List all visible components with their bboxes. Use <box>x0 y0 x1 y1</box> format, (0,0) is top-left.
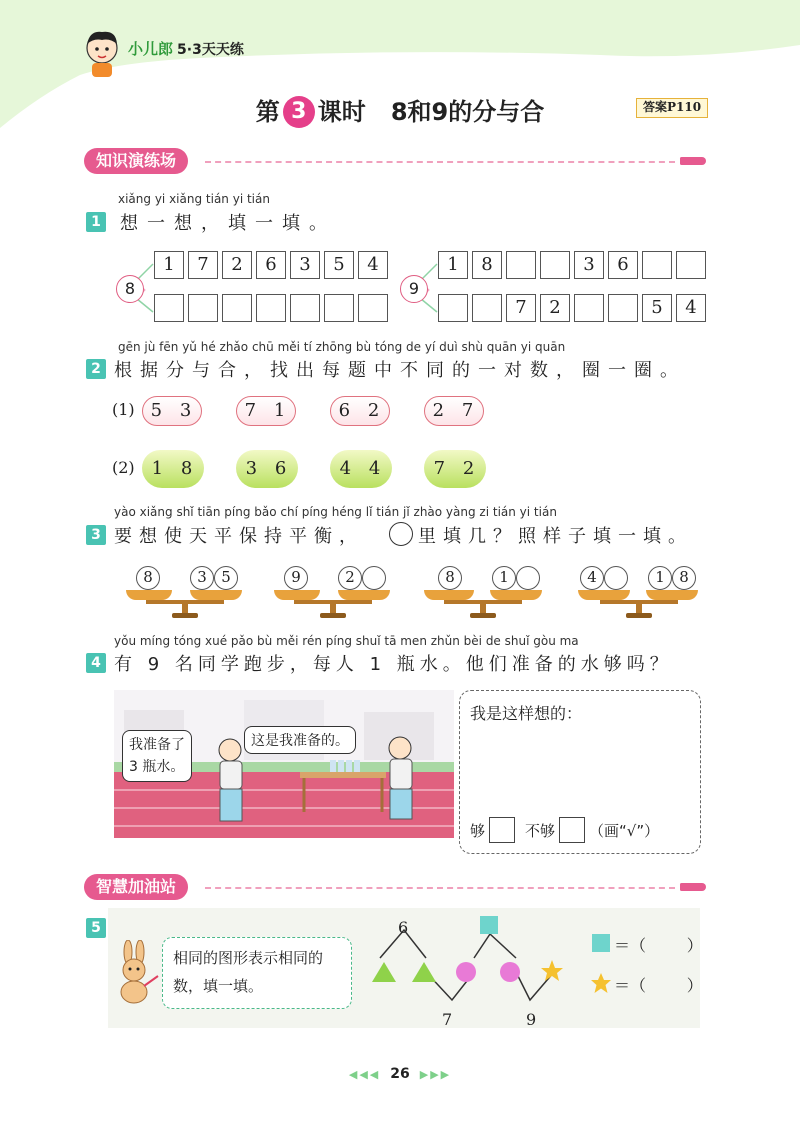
scale-pan-left <box>578 590 630 600</box>
q1-input-cell[interactable]: 2 <box>540 294 570 322</box>
apple-pair[interactable]: 6 2 <box>330 396 390 426</box>
answer-row <box>470 817 659 843</box>
q4-text: 有 9 名同学跑步，每人 1 瓶水。他们准备的水够吗？ <box>114 654 673 675</box>
scale-ball: 2 <box>338 566 362 590</box>
section-header-boost: 智慧加油站 <box>84 874 188 900</box>
scale-ball: 1 <box>648 566 672 590</box>
scale-ball: 1 <box>492 566 516 590</box>
q1-input-cell[interactable] <box>324 294 354 322</box>
scale-ball: 9 <box>284 566 308 590</box>
q1-right-total: 9 <box>400 275 428 303</box>
q5-bottom-number-1: 7 <box>442 1010 453 1029</box>
q2-row1-label: (1) <box>112 400 135 419</box>
q1-left-bottom-row <box>154 294 388 322</box>
q1-input-cell[interactable] <box>438 294 468 322</box>
section-divider <box>205 887 675 889</box>
apple-pair[interactable]: 2 7 <box>424 396 484 426</box>
section-header-practice: 知识演练场 <box>84 148 188 174</box>
q1-input-cell[interactable]: 6 <box>608 251 638 279</box>
apple-pair[interactable]: 5 3 <box>142 396 202 426</box>
scale-pan-right <box>338 590 390 600</box>
q2-row2-label: (2) <box>112 458 135 477</box>
scale-pan-left <box>274 590 320 600</box>
scale-base <box>172 613 198 618</box>
enough-label: 够 <box>470 821 486 840</box>
mark-hint: （画“√”） <box>589 821 660 840</box>
title-prefix: 第 <box>255 98 280 126</box>
scale-pan-right <box>646 590 698 600</box>
scale-base <box>626 613 652 618</box>
q3-number: 3 <box>86 525 106 545</box>
scale-pan-right <box>490 590 542 600</box>
answer-label: 答案 <box>642 100 667 114</box>
q1-cell: 4 <box>358 251 388 279</box>
scale-pan-right <box>190 590 242 600</box>
q1-left-total: 8 <box>116 275 144 303</box>
q1-cell: 6 <box>256 251 286 279</box>
q1-input-cell[interactable]: 8 <box>472 251 502 279</box>
scale-ball: 8 <box>438 566 462 590</box>
empty-circle-icon <box>389 522 413 546</box>
title-text: 课时 8和9的分与合 <box>317 98 545 126</box>
q2-number: 2 <box>86 359 106 379</box>
pencil-icon <box>680 883 706 891</box>
bubble-line: 我准备了 <box>129 737 185 753</box>
scale-input-ball[interactable] <box>604 566 628 590</box>
balance-scale <box>578 562 698 618</box>
brand-name <box>128 38 244 59</box>
page-footer <box>0 1066 800 1082</box>
q1-input-cell[interactable] <box>642 251 672 279</box>
q2-pinyin: gēn jù fēn yǔ hé zhǎo chū měi tí zhōng bù tóng de yí duì shù quān yi quān <box>118 340 566 354</box>
q1-input-cell[interactable]: 7 <box>506 294 536 322</box>
mascot-boy-icon <box>80 28 124 78</box>
q3-text-a: 要想使天平保持平衡， <box>114 526 364 547</box>
right-arrows-icon: ▶▶▶ <box>419 1068 452 1081</box>
rabbit-icon <box>110 940 162 1004</box>
q1-input-cell[interactable] <box>676 251 706 279</box>
scale-ball: 3 <box>190 566 214 590</box>
q2-text: 根据分与合，找出每题中不同的一对数，圈一圈。 <box>114 360 686 381</box>
q4-pinyin: yǒu míng tóng xué pǎo bù měi rén píng shuǐ tā men zhǔn bèi de shuǐ gòu ma <box>114 634 579 648</box>
q1-input-cell[interactable] <box>222 294 252 322</box>
not-enough-checkbox[interactable] <box>559 817 585 843</box>
q3-text-b: 里填几？照样子填一填。 <box>418 526 693 547</box>
q5-instruction-note: 相同的图形表示相同的数，填一填。 <box>162 937 352 1009</box>
not-enough-label: 不够 <box>525 821 556 840</box>
q1-text: 想一想，填一填。 <box>120 213 336 234</box>
section-divider <box>205 161 675 163</box>
q1-cell: 1 <box>154 251 184 279</box>
q1-input-cell[interactable] <box>540 251 570 279</box>
q3-pinyin: yào xiǎng shǐ tiān píng bǎo chí píng héng lǐ tián jǐ zhào yàng zi tián yi tián <box>114 505 557 519</box>
q1-cell: 7 <box>188 251 218 279</box>
q1-input-cell[interactable] <box>256 294 286 322</box>
q1-input-cell[interactable] <box>154 294 184 322</box>
q1-input-cell[interactable] <box>290 294 320 322</box>
q1-pinyin: xiǎng yi xiǎng tián yi tián <box>118 192 270 206</box>
balance-scale <box>126 562 244 618</box>
q1-input-cell[interactable]: 1 <box>438 251 468 279</box>
speech-bubble-left <box>122 730 192 782</box>
scale-ball: 8 <box>136 566 160 590</box>
enough-checkbox[interactable] <box>489 817 515 843</box>
q1-input-cell[interactable]: 5 <box>642 294 672 322</box>
q1-left-top-row <box>154 251 388 279</box>
q1-input-cell[interactable] <box>472 294 502 322</box>
scale-base <box>470 613 496 618</box>
q4-number: 4 <box>86 653 106 673</box>
q1-cell: 3 <box>290 251 320 279</box>
scale-pan-left <box>126 590 172 600</box>
q1-right-bottom-row <box>438 294 706 322</box>
square-answer[interactable]: ＝（ ） <box>614 936 703 955</box>
answer-reference-badge <box>636 98 708 118</box>
q1-input-cell[interactable] <box>358 294 388 322</box>
q1-input-cell[interactable] <box>506 251 536 279</box>
balance-scale <box>424 562 542 618</box>
q5-number: 5 <box>86 918 106 938</box>
brand-subtitle: 5·3天天练 <box>177 42 244 58</box>
pear-pair[interactable]: 7 2 <box>424 450 486 488</box>
pear-pair[interactable]: 4 4 <box>330 450 392 488</box>
q4-illustration <box>114 690 454 838</box>
scale-pan-left <box>424 590 474 600</box>
q5-top-number: 6 <box>398 918 409 937</box>
page-number: 26 <box>390 1066 410 1082</box>
star-icon <box>590 972 612 994</box>
thinking-box[interactable] <box>459 690 701 854</box>
star-answer[interactable]: ＝（ ） <box>614 976 703 995</box>
balance-scale <box>274 562 392 618</box>
q1-input-cell[interactable] <box>574 294 604 322</box>
q1-input-cell[interactable] <box>188 294 218 322</box>
speech-bubble-right: 这是我准备的。 <box>244 726 356 754</box>
pencil-icon <box>680 157 706 165</box>
pear-pair[interactable]: 3 6 <box>236 450 298 488</box>
q1-input-cell[interactable]: 3 <box>574 251 604 279</box>
q1-cell: 2 <box>222 251 252 279</box>
scale-ball: 5 <box>214 566 238 590</box>
q5-bottom-number-2: 9 <box>526 1010 537 1029</box>
q1-cell: 5 <box>324 251 354 279</box>
q1-input-cell[interactable]: 4 <box>676 294 706 322</box>
scale-base <box>320 613 346 618</box>
scale-ball: 4 <box>580 566 604 590</box>
brand-title: 小儿郎 <box>128 40 174 58</box>
pear-pair[interactable]: 1 8 <box>142 450 204 488</box>
scale-input-ball[interactable] <box>516 566 540 590</box>
left-arrows-icon: ◀◀◀ <box>348 1068 381 1081</box>
q1-number: 1 <box>86 212 106 232</box>
q1-right-top-row <box>438 251 706 279</box>
scale-ball: 8 <box>672 566 696 590</box>
q1-input-cell[interactable] <box>608 294 638 322</box>
square-icon <box>592 934 610 952</box>
lesson-number-badge: 3 <box>283 96 315 128</box>
thinking-title: 我是这样想的： <box>470 704 583 723</box>
apple-pair[interactable]: 7 1 <box>236 396 296 426</box>
bubble-line: 3 瓶水。 <box>129 759 185 775</box>
answer-page: P110 <box>666 100 702 114</box>
scale-input-ball[interactable] <box>362 566 386 590</box>
